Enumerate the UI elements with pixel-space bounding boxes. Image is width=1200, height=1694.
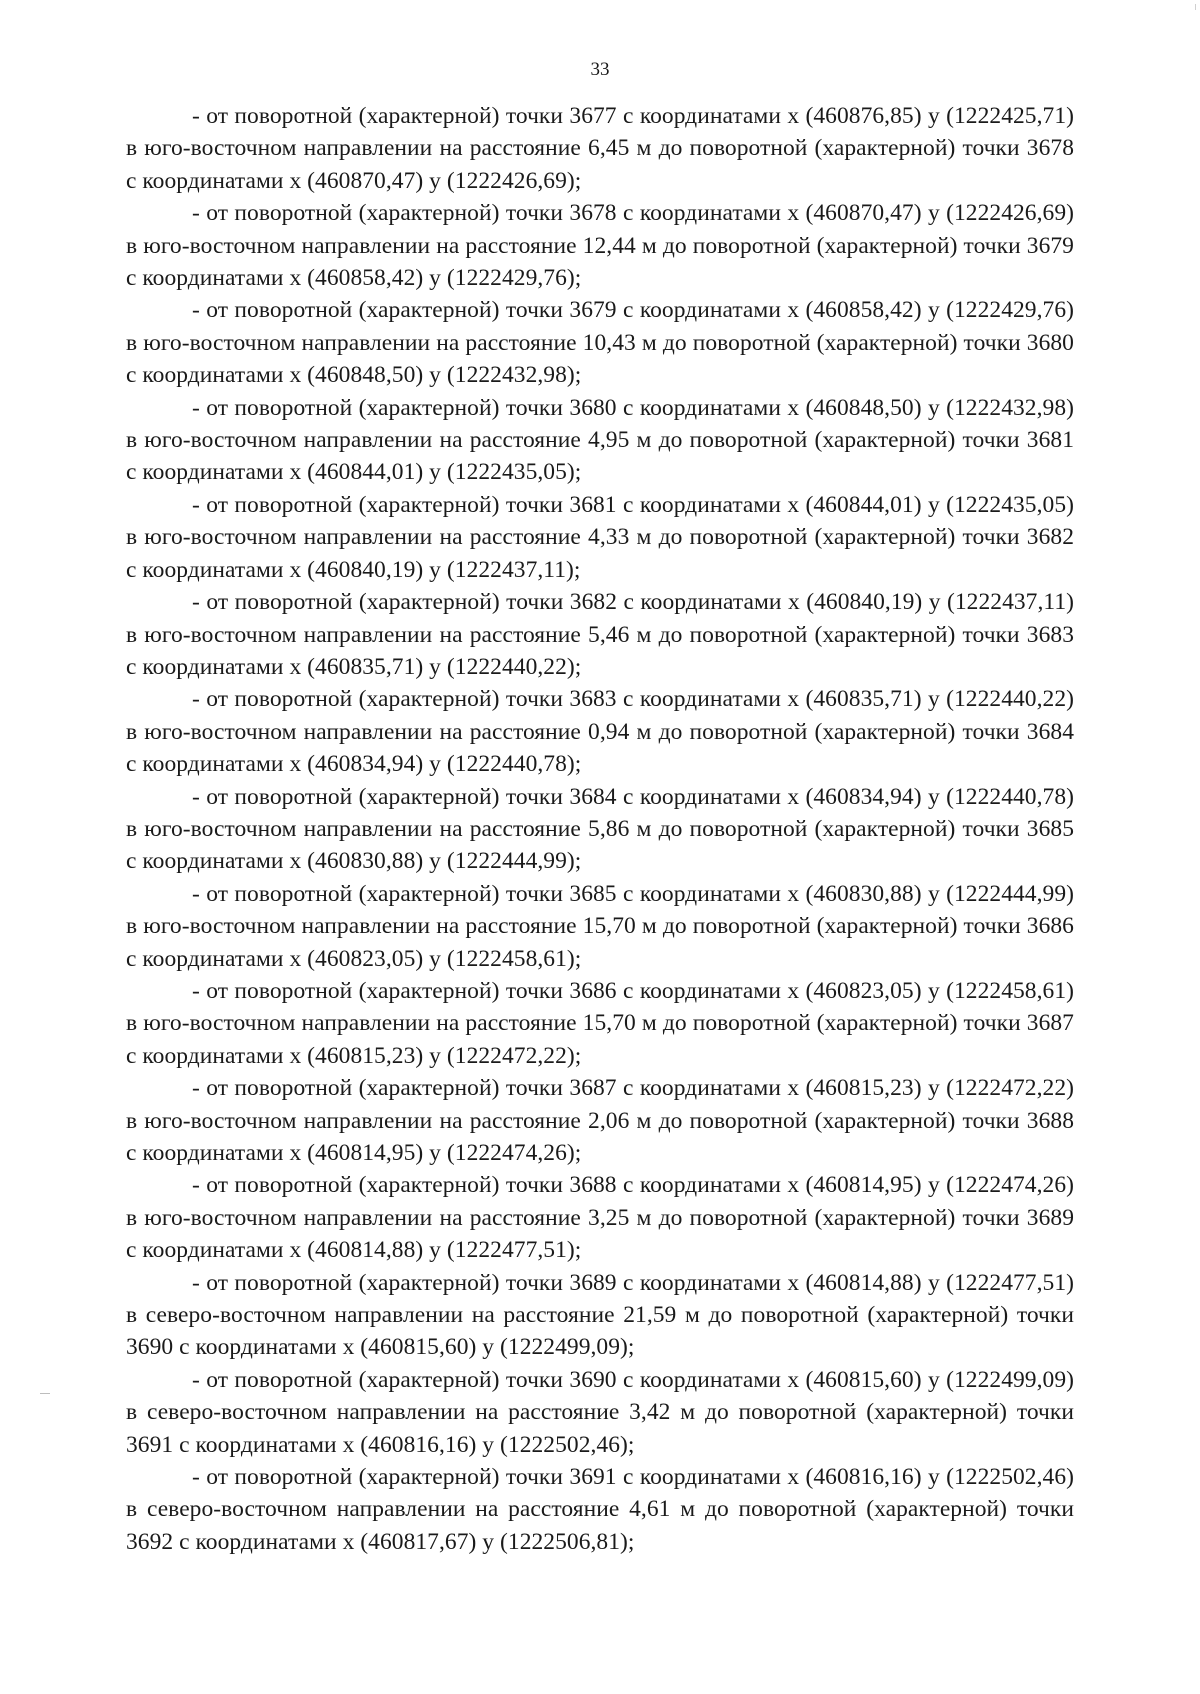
- boundary-segment-3684-3685: - от поворотной (характерной) точки 3684 с координатами x (460834,94) y (1222440,78) в юго-восточном направлении на расстояние 5,86 м до поворотной (характерной) точки 3685 с координатами x (460830,88) y (1222444,99);: [126, 783, 1074, 875]
- boundary-segment-3688-3689: - от поворотной (характерной) точки 3688 с координатами x (460814,95) y (1222474,26) в юго-восточном направлении на расстояние 3,25 м до поворотной (характерной) точки 3689 с координатами x (460814,88) y (1222477,51);: [126, 1172, 1074, 1264]
- boundary-segment-3685-3686: - от поворотной (характерной) точки 3685 с координатами x (460830,88) y (1222444,99) в юго-восточном направлении на расстояние 15,70 м до поворотной (характерной) точки 3686 с координатами x (460823,05) y (1222458,61);: [126, 880, 1074, 972]
- boundary-segment-3681-3682: - от поворотной (характерной) точки 3681 с координатами x (460844,01) y (1222435,05) в юго-восточном направлении на расстояние 4,33 м до поворотной (характерной) точки 3682 с координатами x (460840,19) y (1222437,11);: [126, 491, 1074, 583]
- boundary-segment-3687-3688: - от поворотной (характерной) точки 3687 с координатами x (460815,23) y (1222472,22) в юго-восточном направлении на расстояние 2,06 м до поворотной (характерной) точки 3688 с координатами x (460814,95) y (1222474,26);: [126, 1075, 1074, 1166]
- boundary-segment-3690-3691: - от поворотной (характерной) точки 3690 с координатами x (460815,60) y (1222499,09) в северо-восточном направлении на расстояние 3,42 м до поворотной (характерной) точки 3691 с координатами x (460816,16) y (1222502,46);: [126, 1366, 1074, 1458]
- boundary-segment-3691-3692: - от поворотной (характерной) точки 3691 с координатами x (460816,16) y (1222502,46) в северо-восточном направлении на расстояние 4,61 м до поворотной (характерной) точки 3692 с координатами x (460817,67) y (1222506,81);: [126, 1464, 1074, 1555]
- boundary-segment-3678-3679: - от поворотной (характерной) точки 3678 с координатами x (460870,47) y (1222426,69) в юго-восточном направлении на расстояние 12,44 м до поворотной (характерной) точки 3679 с координатами x (460858,42) y (1222429,76);: [126, 200, 1074, 292]
- boundary-segment-3689-3690: - от поворотной (характерной) точки 3689 с координатами x (460814,88) y (1222477,51) в северо-восточном направлении на расстояние 21,59 м до поворотной (характерной) точки 3690 с координатами x (460815,60) y (1222499,09);: [126, 1269, 1074, 1361]
- boundary-segment-3680-3681: - от поворотной (характерной) точки 3680 с координатами x (460848,50) y (1222432,98) в юго-восточном направлении на расстояние 4,95 м до поворотной (характерной) точки 3681 с координатами x (460844,01) y (1222435,05);: [126, 394, 1074, 486]
- boundary-segment-3682-3683: - от поворотной (характерной) точки 3682 с координатами x (460840,19) y (1222437,11) в юго-восточном направлении на расстояние 5,46 м до поворотной (характерной) точки 3683 с координатами x (460835,71) y (1222440,22);: [126, 589, 1074, 680]
- boundary-segment-3679-3680: - от поворотной (характерной) точки 3679 с координатами x (460858,42) y (1222429,76) в юго-восточном направлении на расстояние 10,43 м до поворотной (характерной) точки 3680 с координатами x (460848,50) y (1222432,98);: [126, 297, 1074, 389]
- boundary-segment-3686-3687: - от поворотной (характерной) точки 3686 с координатами x (460823,05) y (1222458,61) в юго-восточном направлении на расстояние 15,70 м до поворотной (характерной) точки 3687 с координатами x (460815,23) y (1222472,22);: [126, 977, 1074, 1069]
- boundary-segment-3683-3684: - от поворотной (характерной) точки 3683 с координатами x (460835,71) y (1222440,22) в юго-восточном направлении на расстояние 0,94 м до поворотной (характерной) точки 3684 с координатами x (460834,94) y (1222440,78);: [126, 686, 1074, 778]
- document-body: [126, 100, 1074, 1558]
- boundary-segment-3677-3678: - от поворотной (характерной) точки 3677 с координатами x (460876,85) y (1222425,71) в юго-восточном направлении на расстояние 6,45 м до поворотной (характерной) точки 3678 с координатами x (460870,47) y (1222426,69);: [126, 103, 1074, 194]
- scan-artifact: [1195, 4, 1196, 10]
- scan-artifact: [40, 1393, 50, 1394]
- page-number: 33: [590, 59, 610, 80]
